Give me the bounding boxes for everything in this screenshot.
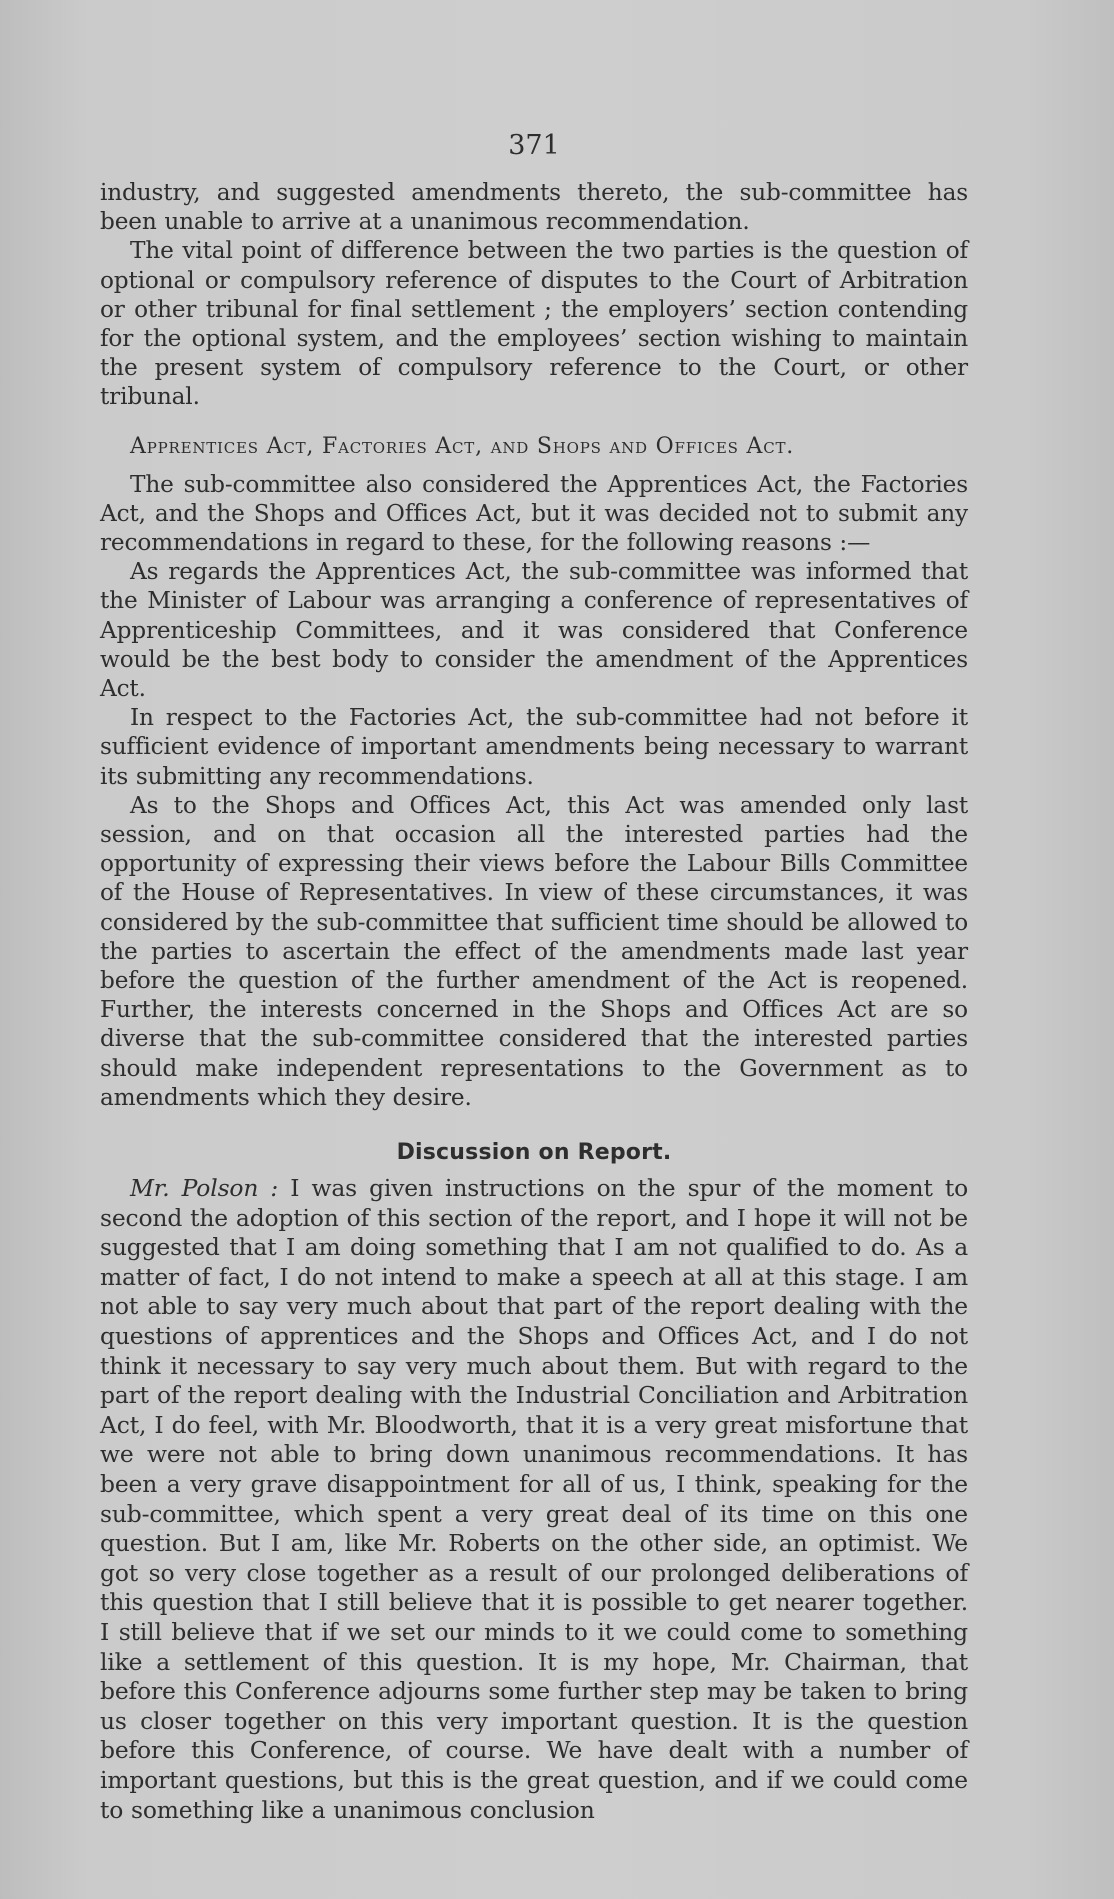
paragraph-shops-offices-act: As to the Shops and Offices Act, this Act was amended only last session, and on that occasion all the interested parties had the opportunity of expressing their views before the Labour Bills Committee of the House of Representatives. In view of these circumstances, it was considered by the sub-committee that sufficient time should be allowed to the parties to ascertain the effect of the amendments made last year before the question of the further amendment of the Act is reopened. Further, the interests concerned in the Shops and Offices Act are so diverse that the sub-committee considered that the interested parties should make independent representations to the Government as to amendments which they desire.: [100, 791, 968, 1111]
page-number: 371: [508, 130, 560, 161]
speech-text: I was given instructions on the spur of the moment to second the adoption of this section of the report, and I hope it will not be suggested that I am doing something that I am not qualified to do. As a matter of fact, I do not intend to make a speech at all at this stage. I am not able to say very much about that part of the report dealing with the questions of apprentices and the Shops and Offices Act, and I do not think it necessary to say very much about them. But with regard to the part of the report dealing with the Industrial Conciliation and Arbitration Act, I do feel, with Mr. Bloodworth, that it is a very great misfortune that we were not able to bring down unanimous recommendations. It has been a very grave disappointment for all of us, I think, speaking for the sub-committee, which spent a very great deal of its time on this one question. But I am, like Mr. Roberts on the other side, an optimist. We got so very close together as a result of our prolonged deliberations of this question that I still believe that it is possible to get nearer together. I still believe that if we set our minds to it we could come to something like a settlement of this question. It is my hope, Mr. Chairman, that before this Conference adjourns some further step may be taken to bring us closer together on this very important question. It is the question before this Conference, of course. We have dealt with a number of important questions, but this is the great question, and if we could come to something like a unanimous conclusion: [100, 1174, 969, 1824]
discussion-heading: Discussion on Report.: [396, 1140, 672, 1166]
paragraph-point-of-difference: The vital point of difference between the two parties is the question of optional or compulsory reference of disputes to the Court of Arbitration or other tribunal for final settlement ; the employers’ section contending for the optional system, and the employees’ section wishing to maintain the present system of compulsory reference to the Court, or other tribunal.: [100, 237, 968, 411]
paragraph-factories-act: In respect to the Factories Act, the sub-committee had not before it sufficient evidence of important amendments being necessary to warrant its submitting any recommendations.: [100, 704, 968, 790]
paragraph-acts-considered: The sub-committee also considered the Apprentices Act, the Factories Act, and the Shops and Offices Act, but it was decided not to submit any recommendations in regard to these, for the following reasons :—: [100, 470, 968, 557]
speaker-name: Mr. Polson :: [130, 1174, 279, 1203]
section-heading: Apprentices Act, Factories Act, and Shops and Offices Act.: [130, 433, 795, 459]
paragraph-speech: [100, 1174, 968, 1825]
document-page: [100, 118, 968, 1825]
paragraph-intro-continuation: industry, and suggested amendments thereto, the sub-committee has been unable to arrive at a unanimous recommendation.: [100, 179, 968, 236]
discussion-section: [100, 1174, 968, 1825]
paragraph-apprentices-act: As regards the Apprentices Act, the sub-committee was informed that the Minister of Labour was arranging a conference of representatives of Apprenticeship Committees, and it was considered that Conference would be the best body to consider the amendment of the Apprentices Act.: [100, 558, 968, 703]
